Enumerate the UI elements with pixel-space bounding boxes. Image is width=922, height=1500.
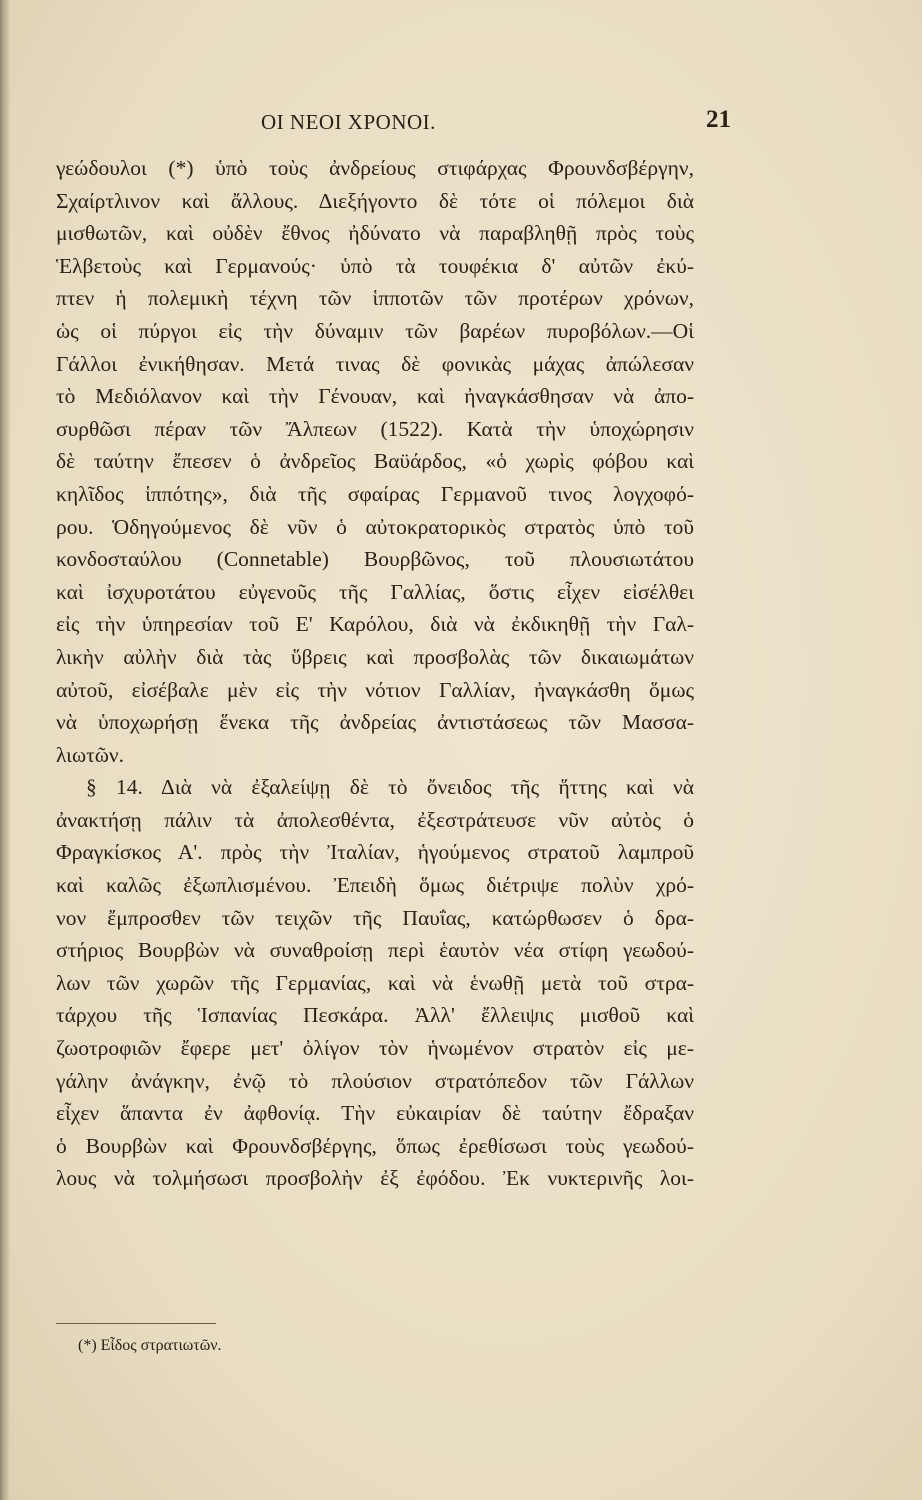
text-line: στήριος Βουρβὼν νὰ συναθροίσῃ περὶ ἑαυτὸν νέα στίφη γεωδού- [56, 938, 694, 963]
text-line: πτεν ἡ πολεμικὴ τέχνη τῶν ἱπποτῶν τῶν προτέρων χρόνων, [56, 286, 694, 311]
text-line: εἶχεν ἅπαντα ἐν ἀφθονίᾳ. Τὴν εὐκαιρίαν δὲ ταύτην ἔδραξαν [56, 1101, 694, 1126]
text-line: ὁ Βουρβὼν καὶ Φρουνδσβέργης, ὅπως ἐρεθίσωσι τοὺς γεωδού- [56, 1133, 694, 1158]
text-line: ἀνακτήσῃ πάλιν τὰ ἀπολεσθέντα, ἐξεστράτευσε νῦν αὐτὸς ὁ [56, 807, 694, 832]
text-line: νὰ ὑποχωρήσῃ ἕνεκα τῆς ἀνδρείας ἀντιστάσεως τῶν Μασσα- [56, 710, 694, 735]
text-line: αὐτοῦ, εἰσέβαλε μὲν εἰς τὴν νότιον Γαλλίαν, ἠναγκάσθη ὅμως [56, 677, 694, 702]
text-line: τὸ Μεδιόλανον καὶ τὴν Γένουαν, καὶ ἠναγκάσθησαν νὰ ἀπο- [56, 384, 694, 409]
text-line: καὶ καλῶς ἐξωπλισμένου. Ἐπειδὴ ὅμως διέτριψε πολὺν χρό- [56, 873, 694, 898]
text-line: ρου. Ὁδηγούμενος δὲ νῦν ὁ αὐτοκρατορικὸς στρατὸς ὑπὸ τοῦ [56, 514, 694, 539]
text-line: Σχαίρτλινον καὶ ἄλλους. Διεξήγοντο δὲ τότε οἱ πόλεμοι διὰ [56, 188, 694, 213]
text-line: ὡς οἱ πύργοι εἰς τὴν δύναμιν τῶν βαρέων πυροβόλων.—Οἱ [56, 318, 694, 343]
page-number: 21 [706, 106, 731, 133]
text-line: Ἑλβετοὺς καὶ Γερμανούς· ὑπὸ τὰ τουφέκια δ' αὐτῶν ἐκύ- [56, 253, 694, 278]
page-gutter-shadow [0, 0, 10, 1500]
section-heading-line: § 14. Διὰ νὰ ἐξαλείψῃ δὲ τὸ ὄνειδος τῆς ἥττης καὶ νὰ [86, 775, 694, 800]
page-header [56, 106, 731, 140]
text-line: Γάλλοι ἐνικήθησαν. Μετά τινας δὲ φονικὰς μάχας ἀπώλεσαν [56, 351, 694, 376]
text-line: λων τῶν χωρῶν τῆς Γερμανίας, καὶ νὰ ἑνωθῇ μετὰ τοῦ στρα- [56, 970, 694, 995]
text-line: γεώδουλοι (*) ὑπὸ τοὺς ἀνδρείους στιφάρχας Φρουνδσβέργην, [56, 156, 694, 180]
running-title: ΟΙ ΝΕΟΙ ΧΡΟΝΟΙ. [261, 110, 436, 134]
footnote: (*) Εἶδος στρατιωτῶν. [78, 1337, 222, 1354]
text-line: νον ἔμπροσθεν τῶν τειχῶν τῆς Παυΐας, κατώρθωσεν ὁ δρα- [56, 905, 694, 930]
text-line: κονδοσταύλου (Connetable) Βουρβῶνος, τοῦ πλουσιωτάτου [56, 547, 694, 572]
body-text [56, 152, 694, 1195]
text-line: μισθωτῶν, καὶ οὐδὲν ἔθνος ἠδύνατο νὰ παραβληθῇ πρὸς τοὺς [56, 221, 694, 246]
text-line: λιωτῶν. [56, 742, 124, 767]
text-line: εἰς τὴν ὑπηρεσίαν τοῦ Ε' Καρόλου, διὰ νὰ ἐκδικηθῇ τὴν Γαλ- [56, 612, 694, 637]
text-line: δὲ ταύτην ἔπεσεν ὁ ἀνδρεῖος Βαϋάρδος, «ὁ χωρὶς φόβου καὶ [56, 449, 694, 474]
text-line: λικὴν αὐλὴν διὰ τὰς ὕβρεις καὶ προσβολὰς τῶν δικαιωμάτων [56, 644, 694, 669]
text-line: κηλῖδος ἱππότης», διὰ τῆς σφαίρας Γερμανοῦ τινος λογχοφό- [56, 481, 694, 506]
text-line: γάλην ἀνάγκην, ἐνῷ τὸ πλούσιον στρατόπεδον τῶν Γάλλων [56, 1068, 694, 1093]
text-line: ζωοτροφιῶν ἔφερε μετ' ὀλίγον τὸν ἡνωμένον στρατὸν εἰς με- [56, 1036, 694, 1061]
footnote-divider [56, 1323, 216, 1324]
text-line: λους νὰ τολμήσωσι προσβολὴν ἐξ ἐφόδου. Ἐκ νυκτερινῆς λοι- [56, 1166, 694, 1191]
text-line: Φραγκίσκος Α'. πρὸς τὴν Ἰταλίαν, ἡγούμενος στρατοῦ λαμπροῦ [56, 840, 694, 865]
text-line: καὶ ἰσχυροτάτου εὐγενοῦς τῆς Γαλλίας, ὅστις εἶχεν εἰσέλθει [56, 579, 694, 604]
text-line: τάρχου τῆς Ἱσπανίας Πεσκάρα. Ἀλλ' ἔλλειψις μισθοῦ καὶ [56, 1003, 694, 1028]
text-line: συρθῶσι πέραν τῶν Ἄλπεων (1522). Κατὰ τὴν ὑποχώρησιν [56, 416, 694, 441]
